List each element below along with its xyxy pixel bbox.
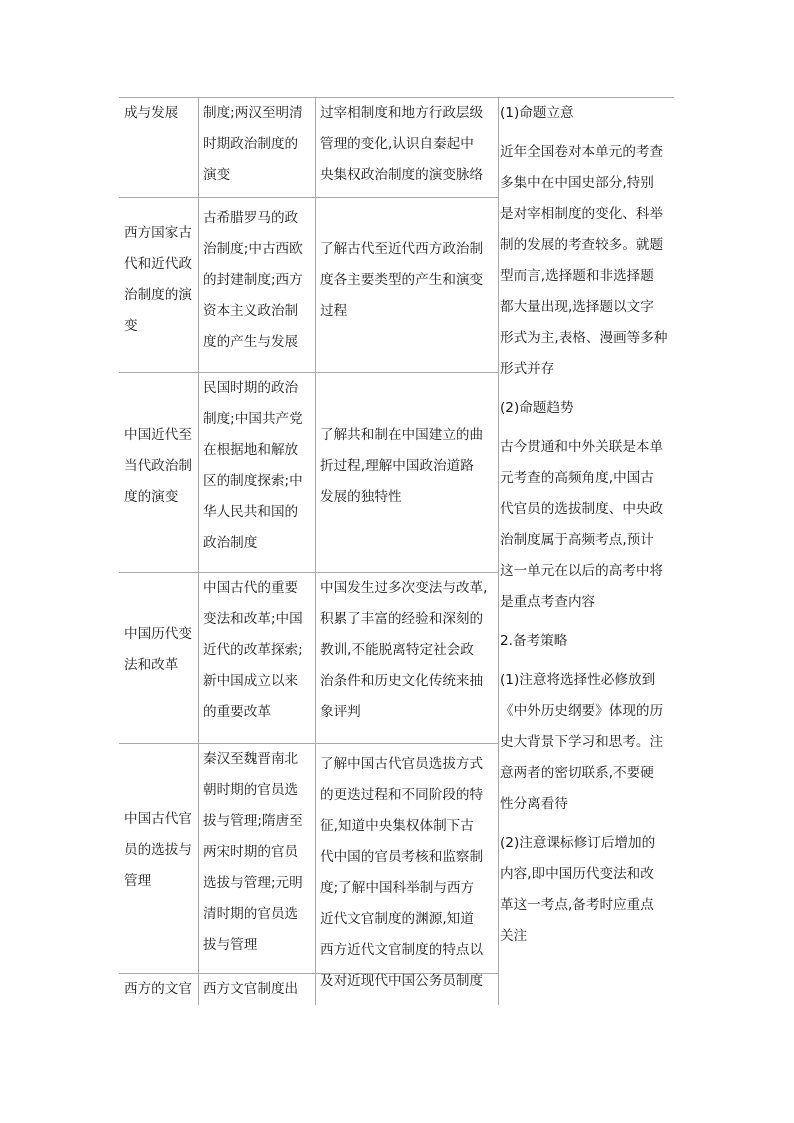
analysis-line: 关注 [500, 928, 528, 944]
topic-line: 中国近代至 [124, 427, 192, 443]
analysis-line: 型而言,选择题和非选择题 [500, 268, 654, 284]
topic-line: 度的演变 [124, 489, 179, 505]
row-2-content [203, 203, 311, 358]
requirement-line: 及对近现代中国公务员制度 [320, 973, 484, 989]
content-line: 制度;两汉至明清 [203, 105, 303, 121]
content-line: 新中国成立以来 [203, 673, 299, 689]
row-separator-1 [119, 197, 498, 198]
analysis-line: 多集中在中国史部分,特别 [500, 175, 654, 191]
topic-line: 中国古代官 [124, 811, 192, 827]
requirement-line: 央集权政治制度的演变脉络 [320, 167, 484, 183]
content-line: 在根据地和解放 [203, 442, 299, 458]
requirement-line: 过宰相制度和地方行政层级 [320, 105, 484, 121]
topic-line: 代和近代政 [124, 256, 192, 272]
requirement-line: 过程 [320, 303, 348, 319]
content-line: 演变 [203, 167, 231, 183]
content-line: 拔与管理;隋唐至 [203, 813, 303, 829]
requirement-line: 了解中国古代官员选拔方式 [320, 756, 484, 772]
requirement-line: 征,知道中央集权体制下古 [320, 818, 474, 834]
analysis-line: 近年全国卷对本单元的考查 [500, 144, 664, 160]
requirement-line: 折过程,理解中国政治道路 [320, 458, 474, 474]
requirement-line: 近代文官制度的渊源,知道 [320, 911, 474, 927]
analysis-line: (1)注意将选择性必修放到 [500, 672, 656, 688]
analysis-line: 2.备考策略 [500, 633, 568, 649]
content-line: 政治制度 [203, 535, 258, 551]
row-2-topic [124, 218, 198, 342]
analysis-line: 制的发展的考查较多。就题 [500, 237, 664, 253]
requirement-line: 了解古代至近代西方政治制 [320, 241, 484, 257]
row-1-topic [124, 98, 198, 129]
requirement-line: 发展的独特性 [320, 489, 402, 505]
analysis-line: (2)注意课标修订后增加的 [500, 835, 656, 851]
analysis-paragraph-strategy-1 [500, 665, 672, 820]
analysis-line: 《中外历史纲要》体现的历 [500, 703, 664, 719]
requirement-line: 了解共和制在中国建立的曲 [320, 427, 484, 443]
analysis-line: 形式为主,表格、漫画等多种 [500, 330, 668, 346]
topic-line: 治制度的演 [124, 287, 192, 303]
analysis-line: 代官员的选拔制度、中央政 [500, 501, 664, 517]
content-line: 西方文官制度出 [203, 981, 299, 997]
analysis-column [500, 98, 672, 952]
topic-line: 西方的文官 [124, 981, 192, 997]
analysis-paragraph-intent [500, 137, 672, 385]
content-line: 朝时期的官员选 [203, 782, 299, 798]
content-line: 制度;中国共产党 [203, 411, 303, 427]
row-3-requirement [320, 420, 496, 513]
topic-line: 法和改革 [124, 657, 179, 673]
content-line: 治制度;中古西欧 [203, 241, 303, 257]
analysis-line: (1)命题立意 [500, 105, 574, 121]
column-divider-3 [498, 97, 499, 1005]
analysis-paragraph-trend [500, 432, 672, 618]
row-2-requirement [320, 234, 496, 327]
content-line: 时期政治制度的 [203, 136, 299, 152]
analysis-heading-strategy [500, 626, 672, 657]
content-line: 两宋时期的官员 [203, 844, 299, 860]
content-line: 中国古代的重要 [203, 580, 299, 596]
analysis-line: 古今贯通和中外关联是本单 [500, 439, 664, 455]
analysis-line: 治制度属于高频考点,预计 [500, 532, 654, 548]
analysis-line: 史大背景下学习和思考。注 [500, 734, 664, 750]
analysis-line: 都大量出现,选择题以文字 [500, 299, 654, 315]
column-divider-2 [315, 97, 316, 1005]
row-6-topic [124, 974, 198, 1005]
analysis-paragraph-strategy-2 [500, 828, 672, 952]
row-3-content [203, 373, 311, 559]
requirement-line: 西方近代文官制度的特点以 [320, 942, 484, 958]
row-1-requirement [320, 98, 496, 191]
analysis-heading-intent [500, 98, 672, 129]
analysis-line: 是重点考查内容 [500, 594, 596, 610]
content-line: 秦汉至魏晋南北 [203, 751, 299, 767]
requirement-line: 积累了丰富的经验和深刻的 [320, 611, 484, 627]
topic-line: 管理 [124, 873, 152, 889]
analysis-line: 形式并存 [500, 361, 555, 377]
content-line: 的封建制度;西方 [203, 272, 303, 288]
column-divider-1 [198, 97, 199, 1005]
requirement-line: 代中国的官员考核和监察制 [320, 849, 484, 865]
row-5-topic [124, 804, 198, 897]
topic-line: 成与发展 [124, 105, 179, 121]
requirement-line: 度;了解中国科举制与西方 [320, 880, 475, 896]
topic-line: 西方国家古 [124, 225, 192, 241]
row-1-content [203, 98, 311, 191]
analysis-line: 是对宰相制度的变化、科举 [500, 206, 664, 222]
analysis-line: 这一单元在以后的高考中将 [500, 563, 664, 579]
content-line: 拔与管理 [203, 937, 258, 953]
content-line: 选拔与管理;元明 [203, 875, 303, 891]
topic-line: 当代政治制 [124, 458, 192, 474]
row-5-requirement [320, 749, 496, 997]
topic-line: 变 [124, 318, 138, 334]
content-line: 资本主义政治制 [203, 303, 299, 319]
requirement-line: 象评判 [320, 704, 361, 720]
topic-line: 中国历代变 [124, 626, 192, 642]
content-line: 民国时期的政治 [203, 380, 299, 396]
content-line: 古希腊罗马的政 [203, 210, 299, 226]
topic-line: 员的选拔与 [124, 842, 192, 858]
content-line: 变法和改革;中国 [203, 611, 303, 627]
requirement-line: 管理的变化,认识自秦起中 [320, 136, 474, 152]
analysis-heading-trend [500, 393, 672, 424]
content-line: 华人民共和国的 [203, 504, 299, 520]
requirement-line: 度各主要类型的产生和演变 [320, 272, 484, 288]
row-4-requirement [320, 573, 496, 728]
analysis-line: (2)命题趋势 [500, 400, 574, 416]
requirement-line: 的更迭过程和不同阶段的特 [320, 787, 484, 803]
content-line: 的重要改革 [203, 704, 271, 720]
row-4-topic [124, 619, 198, 681]
row-5-content [203, 744, 311, 961]
content-line: 近代的改革探索; [203, 642, 303, 658]
row-6-content [203, 974, 311, 1005]
content-line: 区的制度探索;中 [203, 473, 303, 489]
row-4-content [203, 573, 311, 728]
content-line: 清时期的官员选 [203, 906, 299, 922]
requirement-line: 教训,不能脱离特定社会政 [320, 642, 474, 658]
requirement-line: 治条件和历史文化传统来抽 [320, 673, 484, 689]
content-line: 度的产生与发展 [203, 334, 299, 350]
requirement-line: 中国发生过多次变法与改革, [320, 580, 488, 596]
analysis-line: 内容,即中国历代变法和改 [500, 866, 654, 882]
analysis-line: 革这一考点,备考时应重点 [500, 897, 654, 913]
row-3-topic [124, 420, 198, 513]
analysis-line: 元考查的高频角度,中国古 [500, 470, 654, 486]
analysis-line: 意两者的密切联系,不要硬 [500, 765, 654, 781]
analysis-line: 性分离看待 [500, 796, 568, 812]
